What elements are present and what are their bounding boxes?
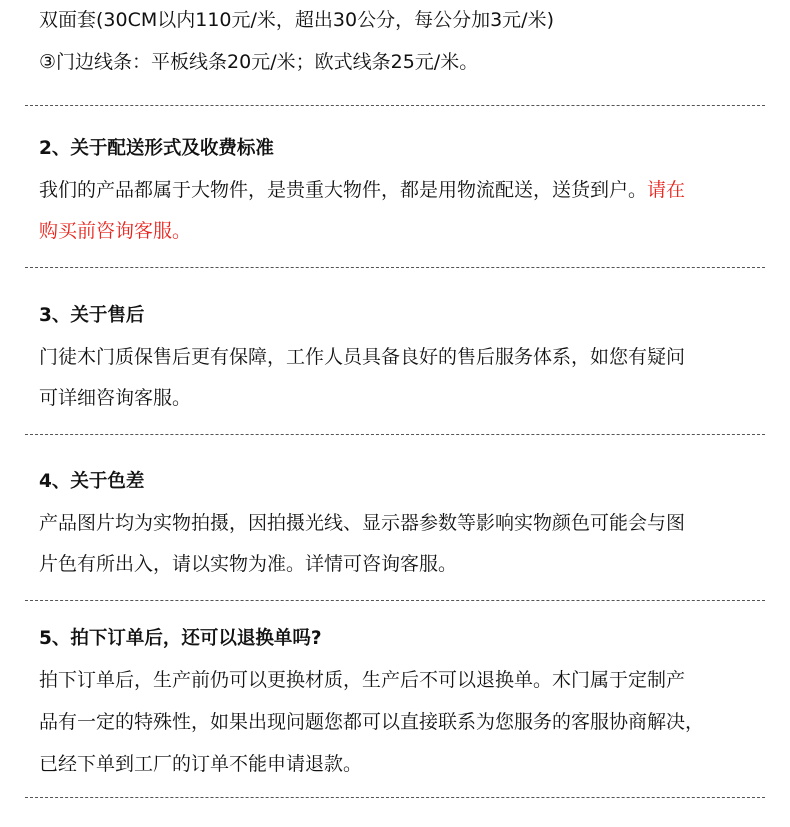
color-difference-text-line-1: 产品图片均为实物拍摄，因拍摄光线、显示器参数等影响实物颜色可能会与图 (39, 512, 686, 534)
after-sales-text-line-2: 可详细咨询客服。 (39, 387, 192, 409)
section-divider (25, 105, 765, 106)
section-divider (25, 267, 765, 268)
delivery-notice-red-line-2: 购买前咨询客服。 (39, 220, 192, 242)
pricing-double-sleeve-line: 双面套(30CM以内110元/米，超出30公分，每公分加3元/米) (39, 9, 554, 31)
returns-text-line-3: 已经下单到工厂的订单不能申请退款。 (39, 753, 363, 775)
color-difference-text-line-2: 片色有所出入，请以实物为准。详情可咨询客服。 (39, 553, 458, 575)
delivery-text: 我们的产品都属于大物件，是贵重大物件，都是用物流配送，送货到户。 (39, 179, 648, 201)
after-sales-text-line-1: 门徒木门质保售后更有保障，工作人员具备良好的售后服务体系，如您有疑问 (39, 346, 686, 368)
section-divider (25, 797, 765, 798)
returns-text-line-2: 品有一定的特殊性，如果出现问题您都可以直接联系为您服务的客服协商解决， (39, 711, 705, 733)
section-divider (25, 434, 765, 435)
returns-text-line-1: 拍下订单后，生产前仍可以更换材质，生产后不可以退换单。木门属于定制产 (39, 669, 686, 691)
section-divider (25, 600, 765, 601)
section-heading-color-difference: 4、关于色差 (39, 471, 145, 492)
section-heading-delivery: 2、关于配送形式及收费标准 (39, 138, 274, 159)
delivery-notice-red: 请在 (647, 179, 686, 201)
delivery-text-line-1 (39, 178, 685, 202)
pricing-door-trim-line: ③门边线条：平板线条20元/米；欧式线条25元/米。 (39, 51, 479, 73)
section-heading-after-sales: 3、关于售后 (39, 305, 145, 326)
section-heading-returns: 5、拍下订单后，还可以退换单吗? (39, 628, 322, 649)
